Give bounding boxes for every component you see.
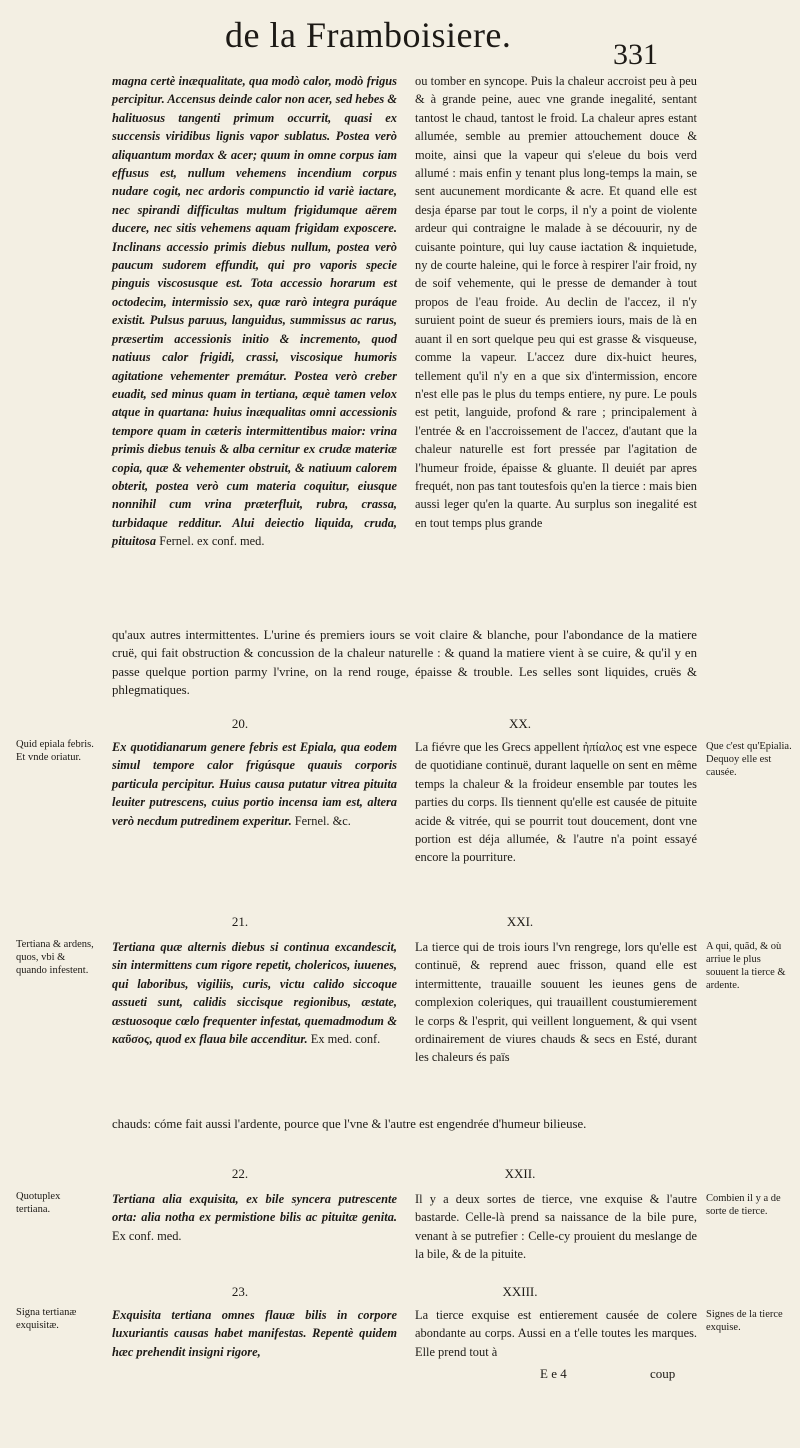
section-20-french: La fiévre que les Grecs appellent ἠπίαλος est vne espece de quotidiane continuë, durant laquelle on sent en même temps la chaleur & la froideur ensemble par toutes les parties du corps. Ils tiennent qu'elle est causée de pituite acide & vitrée, qui se pourrit tout doucement, dont vne portion est déja allumée, & l'autre n'a point essayé encore la pourriture. bbox=[415, 740, 697, 865]
section-21-latin-source: Ex med. conf. bbox=[310, 1032, 381, 1047]
section-23-french: La tierce exquise est entierement causée de colere abondante au corps. Aussi en a t'elle toutes les marques. Elle prend tout à bbox=[415, 1308, 697, 1359]
intro-latin-text: magna certè inæqualitate, qua modò calor, modò frigus percipitur. Accensus deinde calor non acer, sed hebes & halituosus tangenti primum occurrit, quasi ex succensis viridibus lignis vapor sublatus. Postea verò aliquantum mordax & acer; quum in omne corpus iam effusus est, nullum vehemens incendium corpus nudare cogit, nec ardoris compunctio id variè iactare, nec spirandi difficultas multum frigidumque aërem ducere, nec sitis vehemens aquam frigidam exposcere. Inclinans accessio primis diebus nullum, postea verò paucum sudorem effundit, qui pro vaporis specie pinguis viscosusque est. Tota accessio horarum est octodecim, intermissio sex, quæ rarò integra puráque existit. Pulsus paruus, languidus, summissus ac rarus, præsertim accessionis initio & incremento, quod natiuus calor frigidi, crassi, viscosique humoris agitatione vehementer premátur. Postea verò creber euadit, sed minus quam in tertiana, æquè tamen velox atque in quartana: huius inæqualitas omni accessionis tempore quam in cæteris intermittentibus maior: vrina primis diebus tenuis & alba cernitur ex crudæ materiæ copia, quæ & vehementer obstruit, & natiuum calorem obterit, postea verò cum materia coquitur, eiusque nonnihil cum vrina præterfluit, rubra, crassa, turbidaque redditur. Alui deiectio liquida, cruda, pituitosa bbox=[112, 74, 397, 549]
intro-french-column bbox=[415, 72, 697, 532]
running-title: de la Framboisiere. bbox=[225, 15, 512, 55]
latin-section-number-22: 22. bbox=[231, 1166, 249, 1181]
intro-full-width-text: qu'aux autres intermittentes. L'urine és premiers iours se voit claire & blanche, pour l'abondance de la matiere cruë, qui fait obstruction & concussion de la chaleur naturelle : & quand la matiere vient à se cuire, & qu'il y en passe quelque portion parmy l'vrine, on la rend rouge, épaisse & trouble. Les selles sont liquides, cruës & phlegmatiques. bbox=[112, 628, 697, 698]
margin-note-left-21: Tertiana & ardens, quos, vbi & quando infestent. bbox=[16, 939, 94, 976]
section-23-latin: Exquisita tertiana omnes flauæ bilis in corpore luxuriantis causas habet manifestas. Repentè quidem hæc prehendit insigni rigore, bbox=[112, 1308, 397, 1359]
catchword: coup bbox=[650, 1366, 676, 1381]
section-20-latin bbox=[112, 738, 397, 830]
page-header bbox=[0, 14, 800, 70]
section-21-latin-text: Tertiana quæ alternis diebus si continua excandescit, sin intermittens cum rigore repetit, cholericos, iuuenes, qui laboribus, vigiliis, curis, victu calido siccoque assueti sunt, calidis siccisque regionibus, æstate, æstuosoque cœlo frequenter infestat, quemadmodum & καῦσος, quod ex flaua bile accenditur. bbox=[112, 940, 397, 1047]
latin-section-number-21: 21. bbox=[231, 914, 249, 929]
signature-mark: E e 4 bbox=[540, 1366, 567, 1381]
latin-section-number-20: 20. bbox=[231, 716, 249, 731]
intro-latin-column bbox=[112, 72, 397, 551]
margin-note-right-22: Combien il y a de sorte de tierce. bbox=[706, 1193, 781, 1217]
page-number: 331 bbox=[613, 38, 658, 71]
margin-note-left-22: Quotuplex tertiana. bbox=[16, 1191, 61, 1215]
french-section-number-xx: XX. bbox=[508, 716, 532, 731]
intro-latin-source: Fernel. ex conf. med. bbox=[159, 534, 265, 549]
section-22-latin-source: Ex conf. med. bbox=[112, 1228, 182, 1243]
margin-note-right-20: Que c'est qu'Epialia. Dequoy elle est causée. bbox=[706, 741, 792, 778]
french-section-number-xxiii: XXIII. bbox=[502, 1284, 538, 1299]
intro-french-text: ou tomber en syncope. Puis la chaleur accroist peu à peu & à grande peine, auec vne grande inegalité, sentant tantost le chaud, tantost le froid. La chaleur apres estant allumée, semble au premier attouchement douce & moite, ainsi que la vapeur qui s'eleue du bois verd allumé : mais enfin y tenant plus long-temps la main, se sent aucunement mordicante & acre. Et quand elle est desja éparse par tout le corps, il n'y a point de violente ardeur qui contraigne le malade à se découurir, ny de cuisante pointure, qui luy cause iactation & inquietude, ny de courte haleine, qui le force à respirer l'air froid, ny de soif vehemente, qui le presse de demander à tout propos de l'eau froide. Au declin de l'accez, il n'y suruient point de sueur és premiers iours, mais de là en auant il en sort quelque peu qui est grasse & visqueuse, comme la vapeur. L'accez dure dix-huict heures, tellement qu'il n'y en a que six d'intermission, encore n'est elle pas le plus du temps entiere, ny pure. Le pouls est petit, languide, profond & rare ; principalement à l'entrée & en l'accroissement de l'accez, d'autant que la chaleur naturelle est fort pressée par l'agitation de l'humeur froide, épaisse & gluante. Il deuiét par apres frequét, non pas tant toutesfois qu'en la tierce : mais bien aussi leger qu'en la quarte. Au surplus son inegalité est en tout temps plus grande bbox=[415, 74, 697, 530]
section-21-french: La tierce qui de trois iours l'vn rengrege, lors qu'elle est continuë, & reprend auec frisson, quand elle est intermittente, trauaille souuent les ieunes gens de complexion coleriques, qui trauaillent coustumierement le corps & l'esprit, qui veillent longuement, & qui vsent ordinairement de viures chauds & secs en Esté, durant les chaleurs és païs bbox=[415, 940, 697, 1065]
french-section-number-xxii: XXII. bbox=[504, 1166, 536, 1181]
margin-note-right-23: Signes de la tierce exquise. bbox=[706, 1309, 783, 1333]
section-21-latin bbox=[112, 938, 397, 1048]
margin-note-right-21: A qui, quãd, & où arriue le plus souuent la tierce & ardente. bbox=[706, 941, 786, 991]
section-22-latin-text: Tertiana alia exquisita, ex bile syncera putrescente orta: alia notha ex permistione bilis ac pituitæ genita. bbox=[112, 1192, 397, 1225]
section-22-french: Il y a deux sortes de tierce, vne exquise & l'autre bastarde. Celle-là prend sa naissance de la bile pure, venant à se putrefier : Celle-cy prouient du meslange de la bile, & de la pituite. bbox=[415, 1192, 697, 1262]
margin-note-left-23: Signa tertianæ exquisitæ. bbox=[16, 1307, 77, 1331]
section-20-latin-text: Ex quotidianarum genere febris est Epiala, qua eodem simul tempore calor frigúsque quauis corporis particula percipitur. Huius causa putatur vitrea pituita leuiter putrescens, cuius portio incensa iam est, altera verò necdum putredinem experitur. bbox=[112, 740, 397, 828]
section-20-latin-source: Fernel. &c. bbox=[294, 813, 351, 828]
latin-section-number-23: 23. bbox=[231, 1284, 249, 1299]
french-section-number-xxi: XXI. bbox=[506, 914, 534, 929]
section-21-full-width-text: chauds: cóme fait aussi l'ardente, pource que l'vne & l'autre est engendrée d'humeur bilieuse. bbox=[112, 1117, 587, 1131]
section-22-latin bbox=[112, 1190, 397, 1245]
margin-note-left-20: Quid epiala febris. Et vnde oriatur. bbox=[16, 739, 94, 763]
